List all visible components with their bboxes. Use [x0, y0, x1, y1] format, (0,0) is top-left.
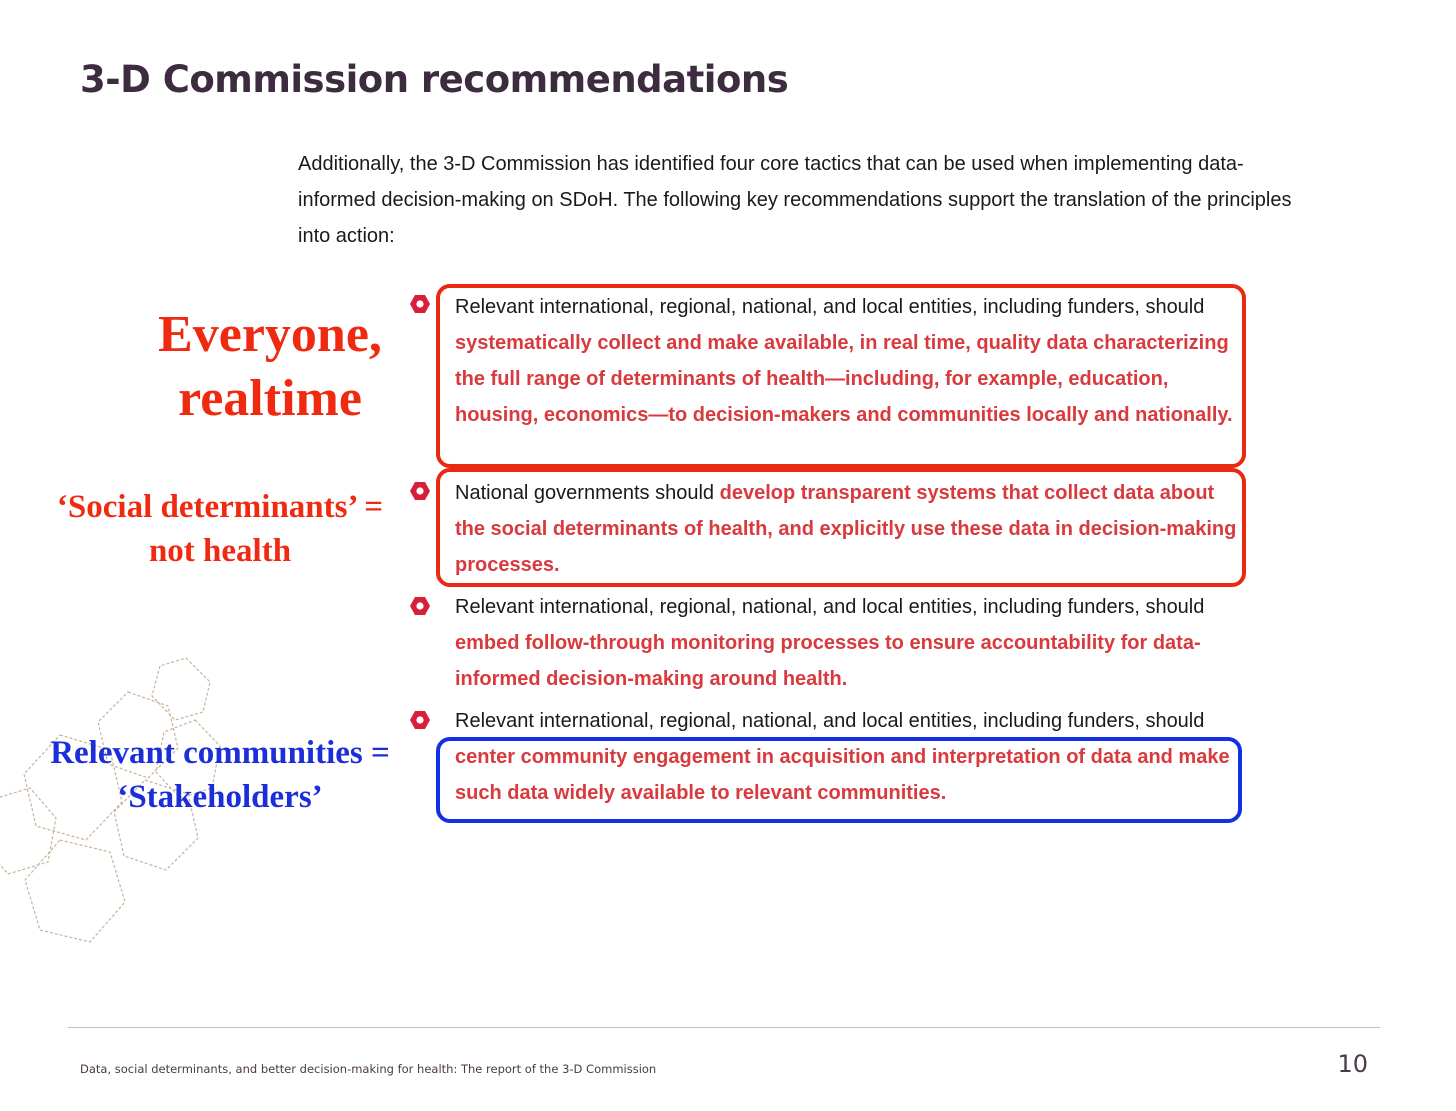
- page-title: 3-D Commission recommendations: [80, 58, 789, 101]
- annotation-everyone-realtime: [130, 303, 410, 431]
- hexagon-bullet-icon: [409, 294, 431, 314]
- hexagon-bullet-icon: [409, 710, 431, 730]
- recommendation-plain-text: National governments should: [455, 482, 720, 504]
- annotation-line: ‘Social determinants’ =: [56, 489, 384, 525]
- recommendation-highlight-text: develop transparent systems that collect data about the social determinants of health, and explicitly use these data in decision-making processes.: [455, 482, 1237, 576]
- recommendation-highlight-text: center community engagement in acquisition and interpretation of data and make such data widely available to relevant communities.: [455, 746, 1230, 804]
- annotation-social-determinants: [20, 485, 420, 573]
- recommendation-highlight-text: systematically collect and make available, in real time, quality data characterizing the full range of determinants of health—including, for example, education, housing, economics—to decision-makers and communities locally and nationally.: [455, 332, 1233, 426]
- intro-paragraph: Additionally, the 3-D Commission has identified four core tactics that can be used when implementing data-informed decision-making on SDoH. The following key recommendations support the translation of the principles into action:: [298, 153, 1292, 247]
- annotation-line: not health: [148, 533, 292, 569]
- footer-divider: [68, 1027, 1380, 1028]
- recommendation-item: [455, 475, 1245, 583]
- recommendation-plain-text: Relevant international, regional, national, and local entities, including funders, should: [455, 710, 1205, 732]
- annotation-line: ‘Stakeholders’: [117, 779, 323, 815]
- annotation-relevant-communities: [15, 731, 425, 819]
- annotation-line: realtime: [178, 370, 362, 427]
- footer-report-title: Data, social determinants, and better decision-making for health: The report of the 3-D Commission: [80, 1062, 657, 1076]
- recommendation-item: [455, 589, 1245, 697]
- page-number: 10: [1337, 1050, 1368, 1078]
- recommendation-plain-text: Relevant international, regional, national, and local entities, including funders, should: [455, 296, 1205, 318]
- recommendation-plain-text: Relevant international, regional, national, and local entities, including funders, should: [455, 596, 1205, 618]
- hexagon-bullet-icon: [409, 596, 431, 616]
- recommendation-item: [455, 703, 1245, 811]
- recommendation-item: [455, 289, 1245, 433]
- annotation-line: Relevant communities =: [50, 735, 390, 771]
- annotation-line: Everyone,: [158, 306, 382, 363]
- recommendation-highlight-text: embed follow-through monitoring processes to ensure accountability for data-informed decision-making around health.: [455, 632, 1201, 690]
